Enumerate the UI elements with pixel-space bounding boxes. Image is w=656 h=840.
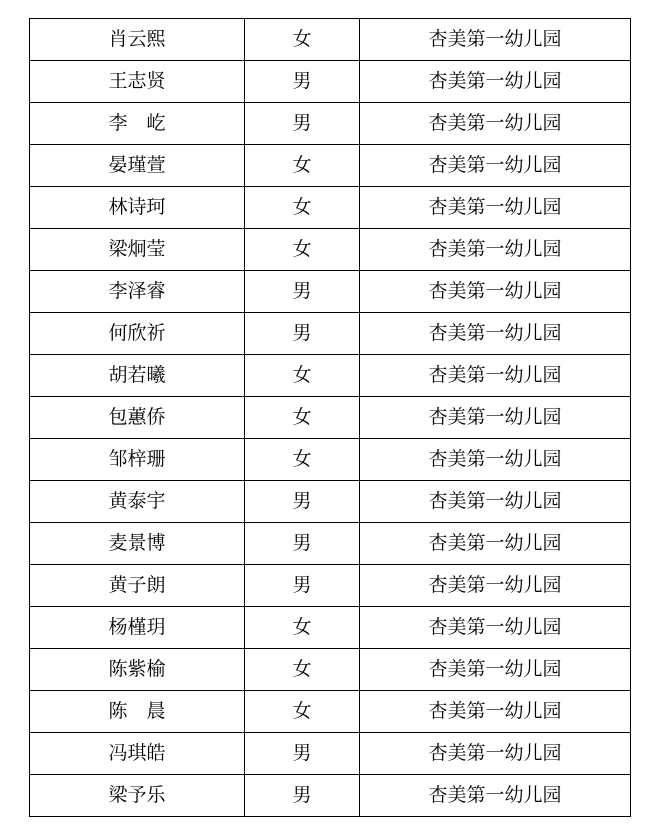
table-row — [30, 481, 631, 523]
student-school: 杏美第一幼儿园 — [360, 145, 631, 187]
student-name: 包蕙侨 — [30, 397, 245, 439]
student-name: 晏瑾萱 — [30, 145, 245, 187]
student-name: 黄子朗 — [30, 565, 245, 607]
table-row — [30, 19, 631, 61]
student-school: 杏美第一幼儿园 — [360, 691, 631, 733]
student-name: 邹梓珊 — [30, 439, 245, 481]
student-school: 杏美第一幼儿园 — [360, 649, 631, 691]
table-row — [30, 523, 631, 565]
table-row — [30, 607, 631, 649]
table-row — [30, 145, 631, 187]
student-gender: 女 — [245, 691, 360, 733]
student-gender: 男 — [245, 775, 360, 817]
student-gender: 女 — [245, 19, 360, 61]
student-school: 杏美第一幼儿园 — [360, 61, 631, 103]
student-name: 胡若曦 — [30, 355, 245, 397]
student-school: 杏美第一幼儿园 — [360, 103, 631, 145]
student-roster-table — [29, 18, 631, 817]
student-name: 杨槿玥 — [30, 607, 245, 649]
student-gender: 女 — [245, 355, 360, 397]
student-gender: 男 — [245, 565, 360, 607]
table-row — [30, 733, 631, 775]
student-name: 林诗珂 — [30, 187, 245, 229]
student-gender: 男 — [245, 271, 360, 313]
student-name: 肖云熙 — [30, 19, 245, 61]
student-gender: 女 — [245, 187, 360, 229]
student-name: 陈 晨 — [30, 691, 245, 733]
student-gender: 男 — [245, 103, 360, 145]
student-school: 杏美第一幼儿园 — [360, 565, 631, 607]
table-row — [30, 565, 631, 607]
table-row — [30, 187, 631, 229]
student-name: 陈紫榆 — [30, 649, 245, 691]
table-row — [30, 649, 631, 691]
student-name: 梁予乐 — [30, 775, 245, 817]
student-school: 杏美第一幼儿园 — [360, 187, 631, 229]
student-school: 杏美第一幼儿园 — [360, 439, 631, 481]
student-school: 杏美第一幼儿园 — [360, 271, 631, 313]
student-gender: 男 — [245, 523, 360, 565]
student-school: 杏美第一幼儿园 — [360, 313, 631, 355]
student-gender: 男 — [245, 481, 360, 523]
student-name: 李 屹 — [30, 103, 245, 145]
student-school: 杏美第一幼儿园 — [360, 733, 631, 775]
student-name: 李泽睿 — [30, 271, 245, 313]
student-school: 杏美第一幼儿园 — [360, 775, 631, 817]
student-gender: 女 — [245, 439, 360, 481]
table-row — [30, 313, 631, 355]
student-gender: 男 — [245, 61, 360, 103]
student-school: 杏美第一幼儿园 — [360, 607, 631, 649]
table-row — [30, 691, 631, 733]
table-row — [30, 775, 631, 817]
student-gender: 女 — [245, 607, 360, 649]
student-gender: 男 — [245, 313, 360, 355]
roster-body — [30, 19, 631, 817]
table-row — [30, 103, 631, 145]
table-row — [30, 271, 631, 313]
student-school: 杏美第一幼儿园 — [360, 355, 631, 397]
student-gender: 女 — [245, 229, 360, 271]
table-row — [30, 397, 631, 439]
student-name: 何欣祈 — [30, 313, 245, 355]
student-school: 杏美第一幼儿园 — [360, 481, 631, 523]
student-name: 麦景博 — [30, 523, 245, 565]
student-gender: 女 — [245, 649, 360, 691]
student-name: 王志贤 — [30, 61, 245, 103]
student-gender: 女 — [245, 145, 360, 187]
table-row — [30, 355, 631, 397]
student-name: 冯琪皓 — [30, 733, 245, 775]
student-school: 杏美第一幼儿园 — [360, 523, 631, 565]
student-school: 杏美第一幼儿园 — [360, 19, 631, 61]
student-gender: 男 — [245, 733, 360, 775]
student-gender: 女 — [245, 397, 360, 439]
table-row — [30, 61, 631, 103]
student-name: 黄泰宇 — [30, 481, 245, 523]
table-row — [30, 229, 631, 271]
student-name: 梁炯莹 — [30, 229, 245, 271]
table-row — [30, 439, 631, 481]
student-school: 杏美第一幼儿园 — [360, 397, 631, 439]
student-school: 杏美第一幼儿园 — [360, 229, 631, 271]
